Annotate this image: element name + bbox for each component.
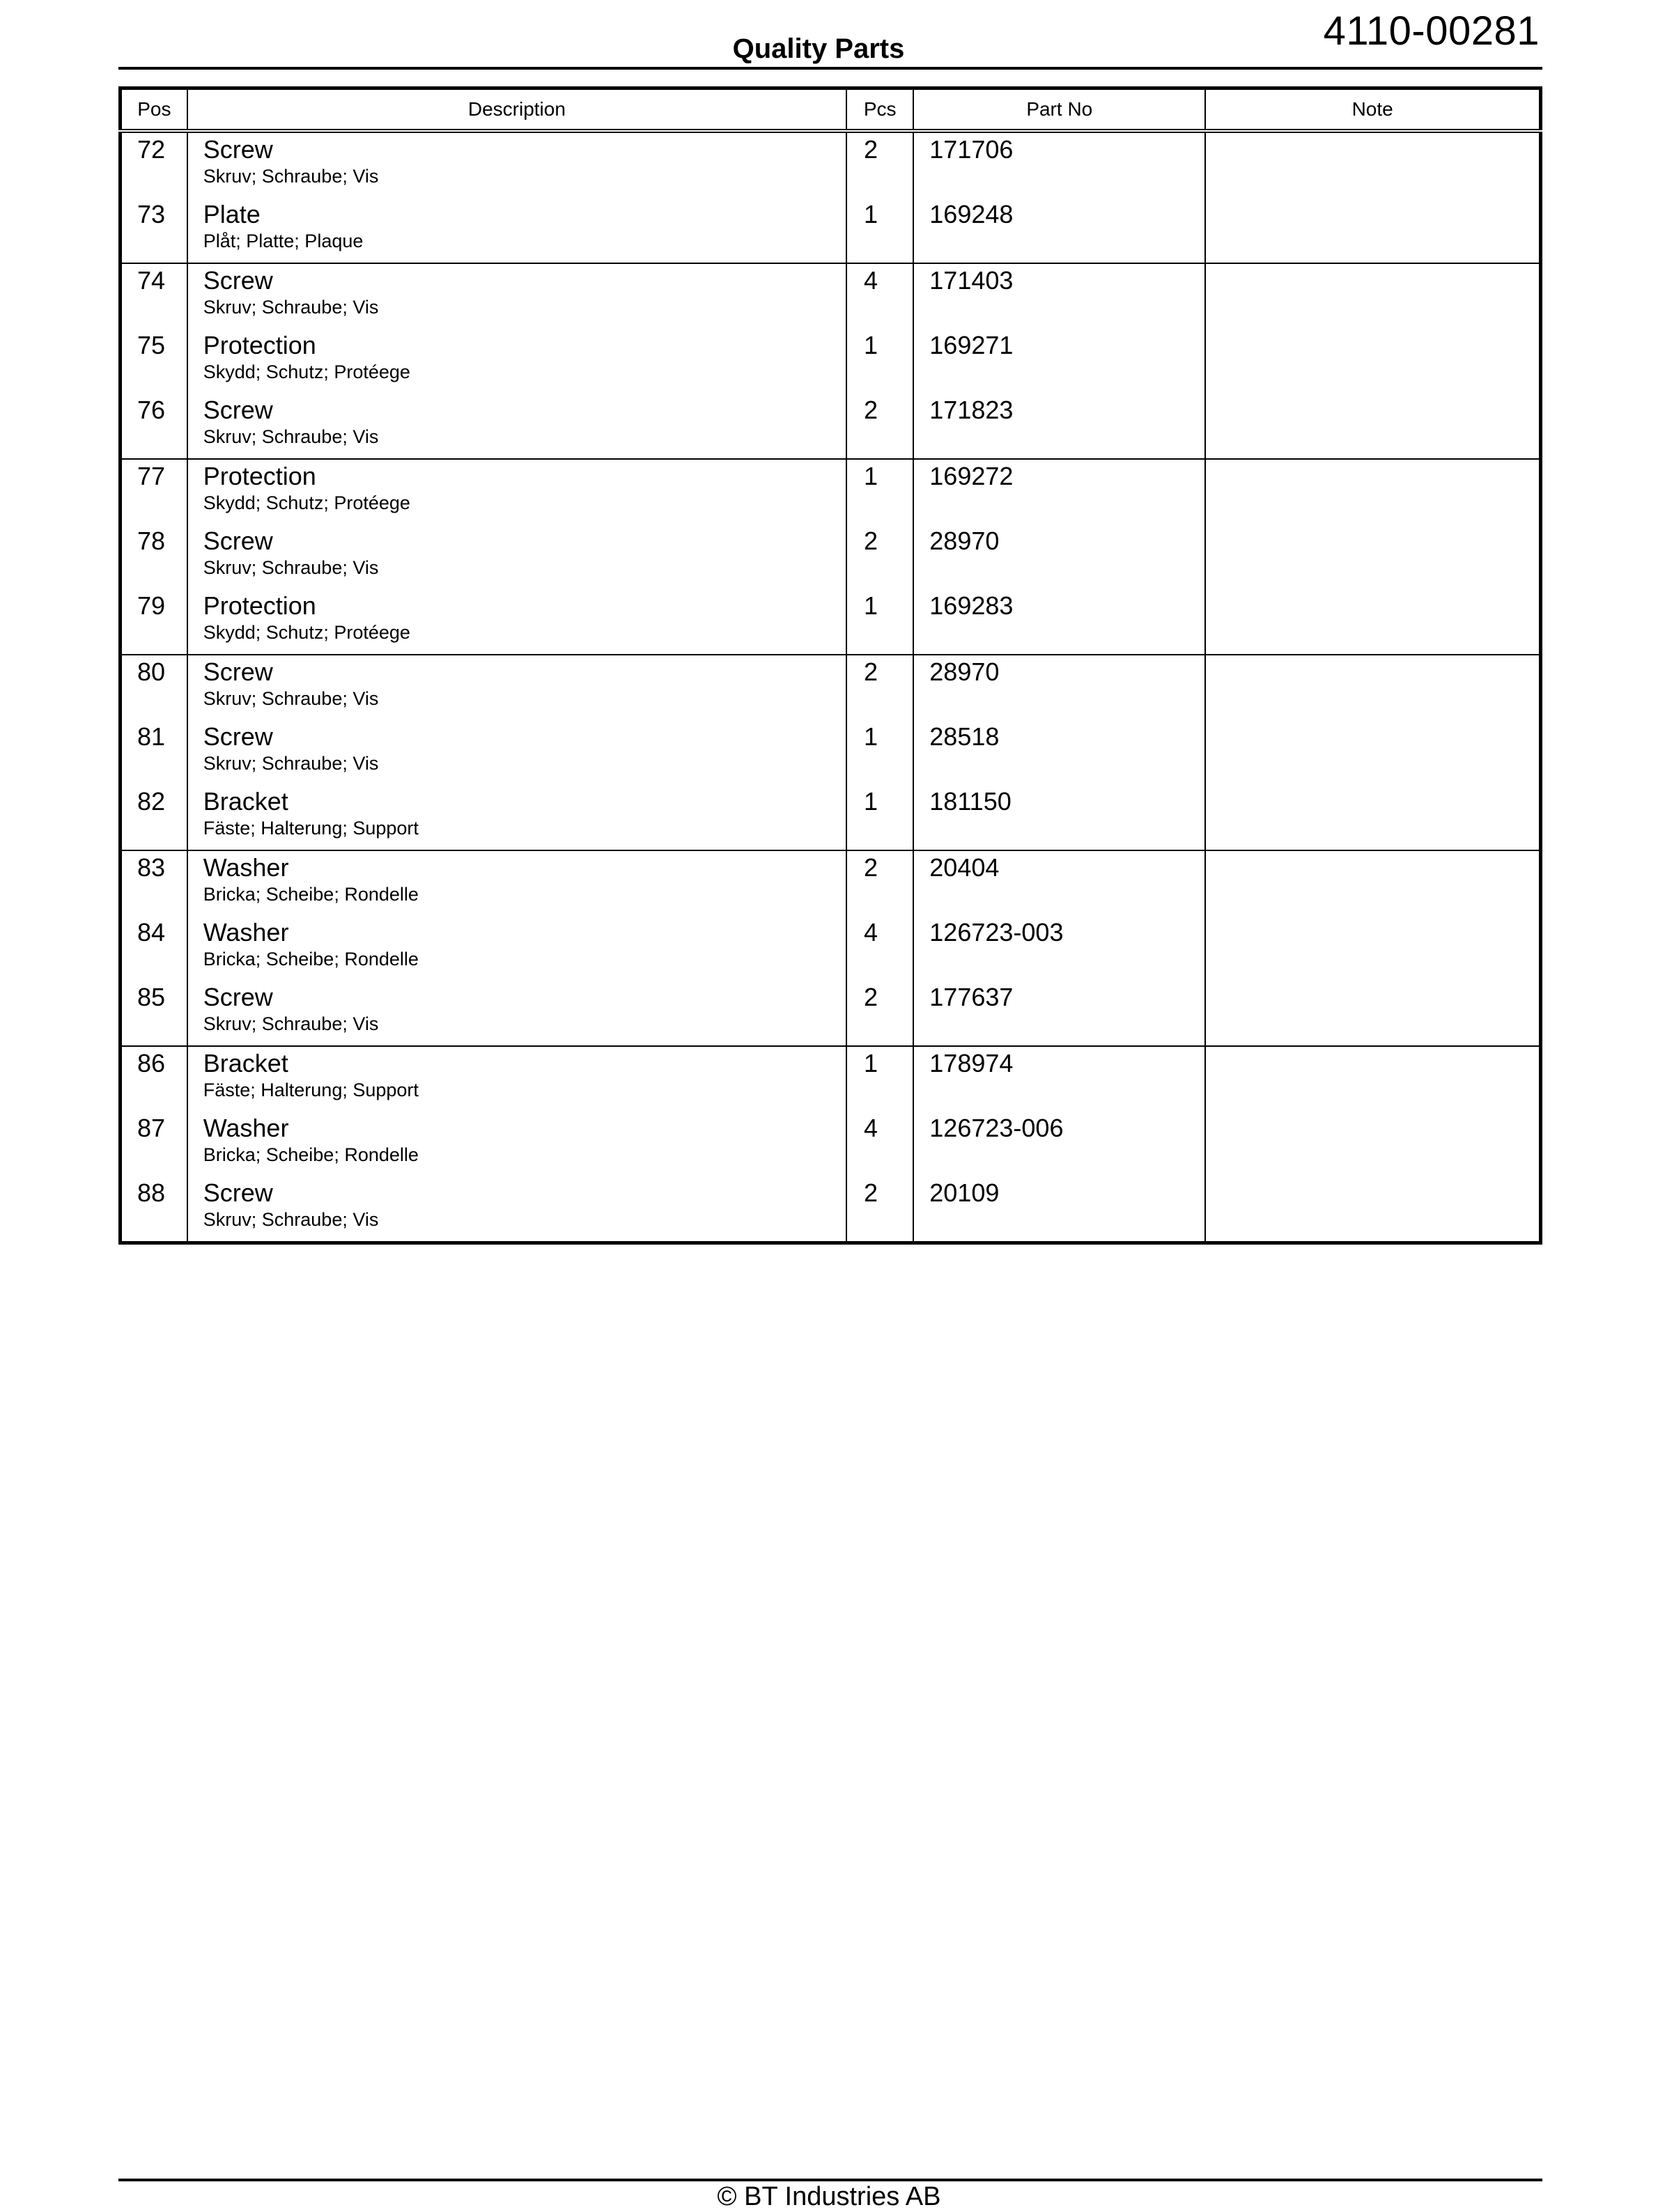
part-no-cell: 181150 — [913, 785, 1205, 850]
pos-cell: 86 — [121, 1046, 187, 1112]
document-number: 4110-00281 — [1323, 8, 1540, 54]
pcs-cell: 2 — [846, 981, 913, 1046]
table-row — [121, 459, 1541, 524]
part-translations: Bricka; Scheibe; Rondelle — [203, 884, 419, 905]
description-cell — [187, 850, 846, 916]
part-name: Screw — [203, 657, 273, 686]
description-cell — [187, 1046, 846, 1112]
part-no-cell: 171706 — [913, 131, 1205, 198]
parts-table-body — [121, 131, 1541, 1243]
table-row — [121, 1176, 1541, 1243]
part-translations: Skruv; Schraube; Vis — [203, 297, 379, 318]
note-cell — [1205, 655, 1540, 720]
part-no-cell: 20109 — [913, 1176, 1205, 1243]
table-header-row — [121, 88, 1541, 132]
part-translations: Skydd; Schutz; Protéege — [203, 622, 410, 643]
column-header-pos: Pos — [121, 88, 187, 132]
pcs-cell: 2 — [846, 655, 913, 720]
description-cell — [187, 720, 846, 785]
table-row — [121, 981, 1541, 1046]
table-row — [121, 329, 1541, 394]
part-no-cell: 169271 — [913, 329, 1205, 394]
column-header-pcs: Pcs — [846, 88, 913, 132]
note-cell — [1205, 524, 1540, 589]
part-translations: Fäste; Halterung; Support — [203, 1080, 419, 1100]
description-cell — [187, 131, 846, 198]
pcs-cell: 1 — [846, 1046, 913, 1112]
part-no-cell: 169283 — [913, 589, 1205, 655]
part-no-cell: 28518 — [913, 720, 1205, 785]
table-row — [121, 263, 1541, 329]
part-name: Screw — [203, 396, 273, 424]
part-name: Protection — [203, 331, 316, 359]
pos-cell: 88 — [121, 1176, 187, 1243]
pcs-cell: 1 — [846, 720, 913, 785]
description-cell — [187, 394, 846, 459]
footer-copyright: © BT Industries AB — [717, 2182, 941, 2211]
part-no-cell: 126723-006 — [913, 1112, 1205, 1176]
note-cell — [1205, 329, 1540, 394]
column-header-note: Note — [1205, 88, 1540, 132]
part-name: Screw — [203, 266, 273, 295]
part-translations: Bricka; Scheibe; Rondelle — [203, 949, 419, 969]
note-cell — [1205, 459, 1540, 524]
part-translations: Skruv; Schraube; Vis — [203, 166, 379, 187]
description-cell — [187, 198, 846, 263]
part-no-cell: 169272 — [913, 459, 1205, 524]
pcs-cell: 2 — [846, 524, 913, 589]
note-cell — [1205, 198, 1540, 263]
table-row — [121, 131, 1541, 198]
part-translations: Skruv; Schraube; Vis — [203, 1013, 379, 1034]
table-row — [121, 850, 1541, 916]
part-translations: Bricka; Scheibe; Rondelle — [203, 1144, 419, 1165]
part-name: Screw — [203, 527, 273, 555]
description-cell — [187, 589, 846, 655]
table-row — [121, 394, 1541, 459]
description-cell — [187, 981, 846, 1046]
pcs-cell: 1 — [846, 589, 913, 655]
note-cell — [1205, 981, 1540, 1046]
table-row — [121, 785, 1541, 850]
pcs-cell: 2 — [846, 394, 913, 459]
part-no-cell: 126723-003 — [913, 916, 1205, 981]
part-no-cell: 178974 — [913, 1046, 1205, 1112]
pos-cell: 76 — [121, 394, 187, 459]
table-row — [121, 1112, 1541, 1176]
pcs-cell: 1 — [846, 198, 913, 263]
note-cell — [1205, 850, 1540, 916]
pos-cell: 82 — [121, 785, 187, 850]
part-name: Protection — [203, 591, 316, 620]
note-cell — [1205, 720, 1540, 785]
description-cell — [187, 916, 846, 981]
part-translations: Skydd; Schutz; Protéege — [203, 492, 410, 513]
part-no-cell: 28970 — [913, 655, 1205, 720]
description-cell — [187, 459, 846, 524]
table-row — [121, 198, 1541, 263]
description-cell — [187, 524, 846, 589]
note-cell — [1205, 589, 1540, 655]
note-cell — [1205, 263, 1540, 329]
pos-cell: 73 — [121, 198, 187, 263]
pos-cell: 78 — [121, 524, 187, 589]
pcs-cell: 2 — [846, 1176, 913, 1243]
pcs-cell: 1 — [846, 459, 913, 524]
part-name: Bracket — [203, 787, 288, 816]
part-name: Screw — [203, 135, 273, 164]
pos-cell: 85 — [121, 981, 187, 1046]
part-name: Washer — [203, 1114, 289, 1142]
part-name: Bracket — [203, 1049, 288, 1077]
pos-cell: 74 — [121, 263, 187, 329]
part-name: Plate — [203, 200, 261, 228]
description-cell — [187, 263, 846, 329]
note-cell — [1205, 916, 1540, 981]
part-translations: Fäste; Halterung; Support — [203, 818, 419, 839]
part-no-cell: 169248 — [913, 198, 1205, 263]
part-name: Screw — [203, 1178, 273, 1207]
table-row — [121, 720, 1541, 785]
pos-cell: 84 — [121, 916, 187, 981]
description-cell — [187, 655, 846, 720]
table-row — [121, 524, 1541, 589]
note-cell — [1205, 785, 1540, 850]
note-cell — [1205, 1046, 1540, 1112]
description-cell — [187, 1112, 846, 1176]
part-translations: Skruv; Schraube; Vis — [203, 557, 379, 578]
part-name: Washer — [203, 853, 289, 882]
pos-cell: 75 — [121, 329, 187, 394]
table-row — [121, 655, 1541, 720]
page-title: Quality Parts — [732, 33, 905, 64]
pcs-cell: 1 — [846, 785, 913, 850]
note-cell — [1205, 1176, 1540, 1243]
part-name: Screw — [203, 983, 273, 1011]
table-row — [121, 589, 1541, 655]
pcs-cell: 2 — [846, 131, 913, 198]
part-no-cell: 177637 — [913, 981, 1205, 1046]
pos-cell: 79 — [121, 589, 187, 655]
pcs-cell: 2 — [846, 850, 913, 916]
part-name: Protection — [203, 462, 316, 490]
table-row — [121, 1046, 1541, 1112]
pos-cell: 83 — [121, 850, 187, 916]
part-no-cell: 20404 — [913, 850, 1205, 916]
part-translations: Plåt; Platte; Plaque — [203, 231, 364, 251]
pcs-cell: 4 — [846, 916, 913, 981]
pcs-cell: 4 — [846, 263, 913, 329]
part-translations: Skruv; Schraube; Vis — [203, 426, 379, 447]
note-cell — [1205, 131, 1540, 198]
header-divider — [118, 67, 1542, 70]
pos-cell: 72 — [121, 131, 187, 198]
part-no-cell: 171403 — [913, 263, 1205, 329]
note-cell — [1205, 394, 1540, 459]
column-header-part-no: Part No — [913, 88, 1205, 132]
pos-cell: 87 — [121, 1112, 187, 1176]
pos-cell: 77 — [121, 459, 187, 524]
pos-cell: 81 — [121, 720, 187, 785]
description-cell — [187, 329, 846, 394]
note-cell — [1205, 1112, 1540, 1176]
part-name: Screw — [203, 722, 273, 751]
table-row — [121, 916, 1541, 981]
part-translations: Skruv; Schraube; Vis — [203, 688, 379, 709]
pos-cell: 80 — [121, 655, 187, 720]
pcs-cell: 4 — [846, 1112, 913, 1176]
description-cell — [187, 785, 846, 850]
part-no-cell: 171823 — [913, 394, 1205, 459]
part-translations: Skruv; Schraube; Vis — [203, 1209, 379, 1230]
description-cell — [187, 1176, 846, 1243]
pcs-cell: 1 — [846, 329, 913, 394]
part-translations: Skydd; Schutz; Protéege — [203, 361, 410, 382]
parts-table — [118, 86, 1542, 1245]
part-no-cell: 28970 — [913, 524, 1205, 589]
column-header-description: Description — [187, 88, 846, 132]
part-translations: Skruv; Schraube; Vis — [203, 753, 379, 774]
part-name: Washer — [203, 918, 289, 947]
